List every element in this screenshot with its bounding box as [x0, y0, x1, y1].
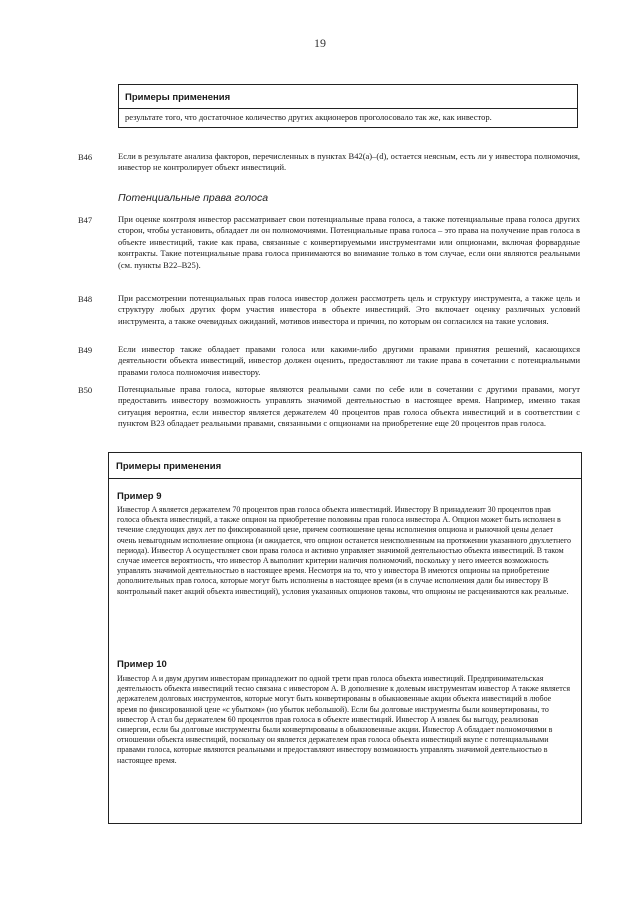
- paragraph-b48: При рассмотрении потенциальных прав голоса инвестор должен рассмотреть цель и структуру инструмента, а также цель и структуру любых других форм участия инвестора в объекте инвестиций. Это включает оценку различных условий инструмента, а также очевидных ожиданий, мотивов инвестора и причин, по которым он согласился на такие условия.: [118, 293, 580, 326]
- paragraph-b46: Если в результате анализа факторов, перечисленных в пунктах B42(a)–(d), остается неясным, есть ли у инвестора полномочия, инвестор не контролирует объект инвестиций.: [118, 151, 580, 173]
- application-examples-heading: Примеры применения: [109, 453, 581, 479]
- application-examples-box: [108, 452, 582, 824]
- paragraph-b47: При оценке контроля инвестор рассматривает свои потенциальные права голоса, а также потенциальные права голоса других сторон, чтобы установить, обладает ли он полномочиями. Потенциальные права голоса – это права на получение прав голоса в объекте инвестиций, такие как права, связанные с конвертируемыми инструментами или опционами, включая форвардные контракты. Такие потенциальные права голоса принимаются во внимание только в том случае, если они являются реальными (см. пункты B22–B25).: [118, 214, 580, 270]
- paragraph-number-b50: B50: [78, 385, 93, 395]
- application-examples-box-continued: [118, 84, 578, 128]
- example-9-text: Инвестор A является держателем 70 процентов прав голоса объекта инвестиций. Инвестору B принадлежит 30 процентов прав голоса объекта инвестиций, а также опцион на приобретение половины прав голоса инвестора A. Опцион может быть исполнен в течение следующих двух лет по фиксированной цене, причем соотношение цены исполнения опциона и рыночной цены делает очень невыгодным исполнение опциона (и ожидается, что опцион останется неисполненным на протяжении указанного двухлетнего периода). Инвестор A осуществляет свои права голоса и активно управляет значимой деятельностью объекта инвестиций. В таком случае имеется вероятность, что инвестор A выполнит критерии наличия полномочий, поскольку у него имеется возможность управлять значимой деятельностью в настоящее время. Несмотря на то, что у инвестора B имеются опционы на приобретение дополнительных прав голоса, которые могут быть исполнены в настоящее время (и в случае исполнения дали бы инвестору B контрольный пакет акций объекта инвестиций), условия указанных опционов таковы, что опционы не расцениваются как реальные.: [117, 505, 571, 596]
- paragraph-b49: Если инвестор также обладает правами голоса или какими-либо другими правами принятия решений, касающихся деятельности объекта инвестиций, инвестор должен оценить, предоставляют ли такие права в сочетании с потенциальными правами голоса полномочия инвестору.: [118, 344, 580, 377]
- paragraph-number-b49: B49: [78, 345, 93, 355]
- example-10-text: Инвестор A и двум другим инвесторам принадлежит по одной трети прав голоса объекта инвестиций. Предпринимательская деятельность объекта инвестиций тесно связана с инвестором A. В дополнение к долевым инструментам инвестор A также является держателем долговых инструментов, которые могут быть конвертированы в обыкновенные акции объекта инвестиций в любое время по фиксированной цене «с убытком» (но убыток небольшой). Если бы долговые инструменты были конвертированы, то инвестор A стал бы держателем 60 процентов прав голоса в объекте инвестиций. Инвестор A извлек бы выгоду, реализовав синергии, если бы долговые инструменты были конвертированы в обыкновенные акции. Инвестор A обладает полномочиями в отношении объекта инвестиций, поскольку он является держателем прав голоса объекта инвестиций вкупе с потенциальными правами голоса, которые являются реальными и предоставляют инвестору возможность управлять значимой деятельностью в настоящее время.: [117, 674, 571, 765]
- page-number: 19: [314, 36, 326, 50]
- paragraph-b50: Потенциальные права голоса, которые являются реальными сами по себе или в сочетании с другими правами, могут предоставить инвестору возможность управлять значимой деятельностью в настоящее время. Например, именно такая ситуация вероятна, если инвестор является держателем 40 процентов прав голоса объекта инвестиций и в соответствии с пунктом B23 обладает реальными правами, связанными с опционами на приобретение еще 20 процентов прав голоса.: [118, 384, 580, 429]
- example-9-title: Пример 9: [117, 491, 162, 502]
- paragraph-number-b47: B47: [78, 215, 93, 225]
- section-heading: Потенциальные права голоса: [118, 192, 269, 204]
- example-10-title: Пример 10: [117, 659, 167, 670]
- paragraph-number-b46: B46: [78, 152, 93, 162]
- application-examples-heading: Примеры применения: [119, 85, 577, 109]
- paragraph-number-b48: B48: [78, 294, 93, 304]
- application-examples-continued-text: результате того, что достаточное количество других акционеров проголосовало так же, как инвестор.: [125, 112, 492, 122]
